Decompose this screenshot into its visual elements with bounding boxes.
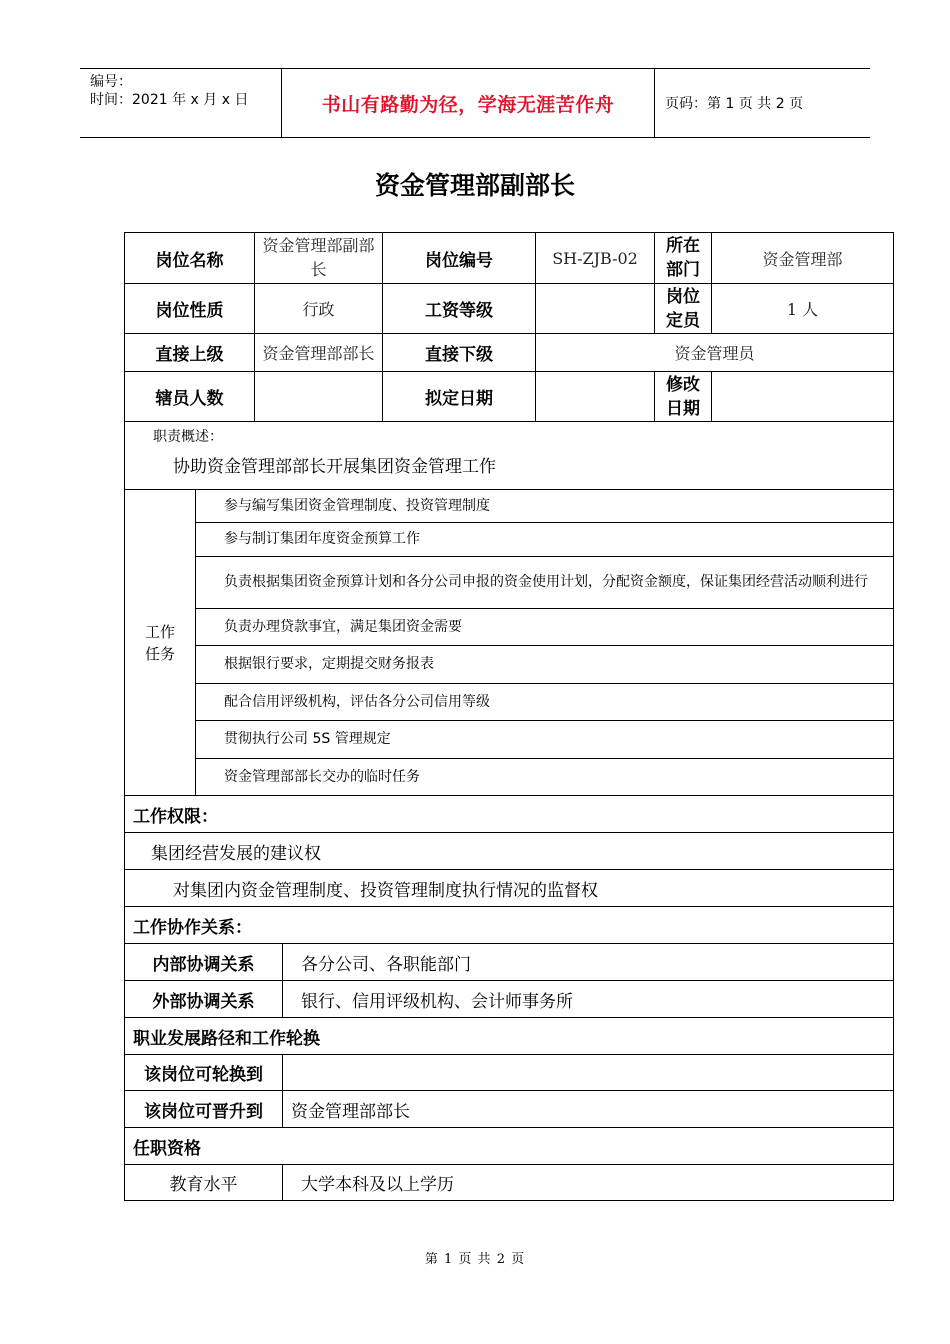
- dept-value: 资金管理部: [712, 233, 894, 284]
- task-item: 参与制订集团年度资金预算工作: [196, 523, 894, 557]
- number-label: 编号：: [90, 74, 132, 90]
- task-row: [125, 646, 894, 684]
- task-item: 配合信用评级机构，评估各分公司信用等级: [196, 684, 894, 721]
- promote-label: 该岗位可晋升到: [125, 1091, 283, 1128]
- document-header: [80, 68, 870, 138]
- task-item: 参与编写集团资金管理制度、投资管理制度: [196, 490, 894, 523]
- authority-row: [125, 870, 894, 907]
- authority-item: 集团经营发展的建议权: [125, 833, 894, 870]
- task-item: 贯彻执行公司 5S 管理规定: [196, 721, 894, 759]
- info-row: [125, 233, 894, 284]
- post-code-value: SH-ZJB-02: [536, 233, 655, 284]
- page-footer: 第 1 页 共 2 页: [424, 1252, 526, 1267]
- nature-label: 岗位性质: [125, 284, 255, 334]
- education-value: 大学本科及以上学历: [283, 1165, 894, 1201]
- section-row: [125, 907, 894, 944]
- task-row: [125, 759, 894, 796]
- cooperation-row: [125, 981, 894, 1018]
- qualification-row: [125, 1165, 894, 1201]
- page-info: 页码：第 1 页 共 2 页: [665, 96, 804, 112]
- staff-label: 辖员人数: [125, 372, 255, 422]
- post-code-label: 岗位编号: [383, 233, 536, 284]
- header-meta: [80, 69, 282, 137]
- rotate-label: 该岗位可轮换到: [125, 1055, 283, 1091]
- revise-date-value: [712, 372, 894, 422]
- duty-cell: [125, 422, 894, 490]
- rotate-value: [283, 1055, 894, 1091]
- duty-text: 协助资金管理部部长开展集团资金管理工作: [173, 457, 496, 477]
- task-row: [125, 684, 894, 721]
- qualification-label: 任职资格: [125, 1128, 894, 1165]
- post-name-label: 岗位名称: [125, 233, 255, 284]
- info-row: [125, 334, 894, 372]
- authority-item: 对集团内资金管理制度、投资管理制度执行情况的监督权: [125, 870, 894, 907]
- task-row: [125, 523, 894, 557]
- career-row: [125, 1055, 894, 1091]
- authority-row: [125, 833, 894, 870]
- career-row: [125, 1091, 894, 1128]
- subordinate-value: 资金管理员: [536, 334, 894, 372]
- cooperation-row: [125, 944, 894, 981]
- education-label: 教育水平: [125, 1165, 283, 1201]
- section-row: [125, 1128, 894, 1165]
- external-value: 银行、信用评级机构、会计师事务所: [283, 981, 894, 1018]
- task-item: 负责办理贷款事宜，满足集团资金需要: [196, 609, 894, 646]
- duty-label: 职责概述：: [153, 429, 223, 445]
- nature-value: 行政: [255, 284, 383, 334]
- superior-value: 资金管理部部长: [255, 334, 383, 372]
- task-row: [125, 609, 894, 646]
- motto-text: 书山有路勤为径，学海无涯苦作舟: [321, 93, 615, 116]
- promote-value: 资金管理部部长: [283, 1091, 894, 1128]
- external-label: 外部协调关系: [125, 981, 283, 1018]
- header-motto-cell: [282, 69, 655, 137]
- authority-label: 工作权限：: [125, 796, 894, 833]
- header-page-cell: [655, 69, 870, 137]
- staff-value: [255, 372, 383, 422]
- time-label: 时间：2021 年 x 月 x 日: [90, 92, 249, 108]
- draft-date-value: [536, 372, 655, 422]
- task-row: [125, 490, 894, 523]
- cooperation-label: 工作协作关系：: [125, 907, 894, 944]
- salary-label: 工资等级: [383, 284, 536, 334]
- post-name-value: 资金管理部副部长: [255, 233, 383, 284]
- section-row: [125, 796, 894, 833]
- subordinate-label: 直接下级: [383, 334, 536, 372]
- salary-value: [536, 284, 655, 334]
- superior-label: 直接上级: [125, 334, 255, 372]
- info-row: [125, 372, 894, 422]
- draft-date-label: 拟定日期: [383, 372, 536, 422]
- task-row: [125, 557, 894, 609]
- tasks-label: 工作任务: [125, 490, 196, 796]
- quota-value: 1 人: [712, 284, 894, 334]
- section-row: [125, 1018, 894, 1055]
- career-label: 职业发展路径和工作轮换: [125, 1018, 894, 1055]
- internal-value: 各分公司、各职能部门: [283, 944, 894, 981]
- task-item: 负责根据集团资金预算计划和各分公司申报的资金使用计划，分配资金额度，保证集团经营活动顺利进行: [196, 557, 894, 609]
- revise-date-label: 修改日期: [655, 372, 712, 422]
- page-title: 资金管理部副部长: [374, 171, 575, 200]
- dept-label: 所在部门: [655, 233, 712, 284]
- job-description-table: [124, 232, 894, 1201]
- info-row: [125, 284, 894, 334]
- duty-row: [125, 422, 894, 490]
- task-item: 资金管理部部长交办的临时任务: [196, 759, 894, 796]
- task-item: 根据银行要求，定期提交财务报表: [196, 646, 894, 684]
- task-row: [125, 721, 894, 759]
- internal-label: 内部协调关系: [125, 944, 283, 981]
- quota-label: 岗位定员: [655, 284, 712, 334]
